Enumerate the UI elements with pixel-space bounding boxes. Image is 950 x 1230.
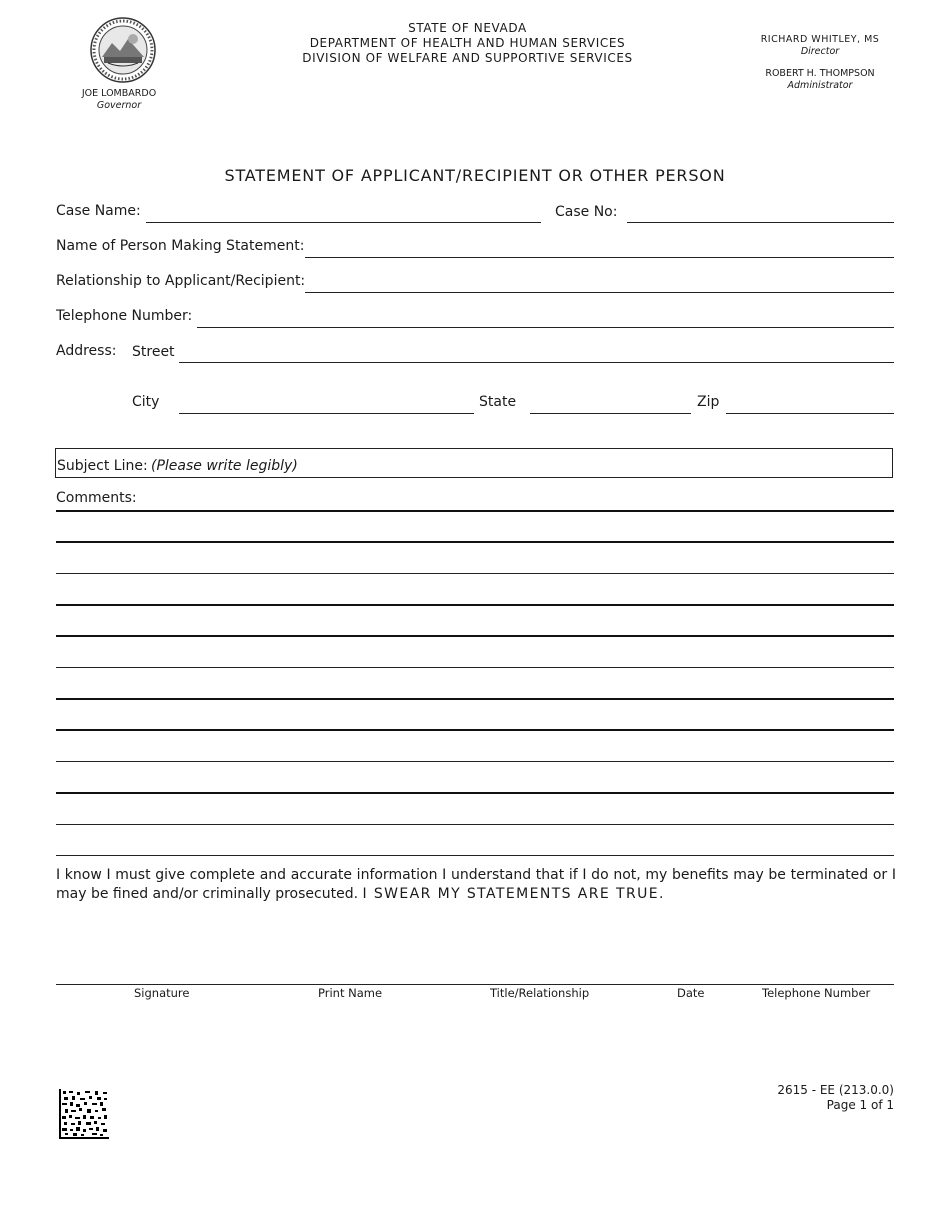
comment-line[interactable] [56,510,894,512]
relationship-input[interactable] [305,273,894,293]
barcode-icon [59,1089,109,1139]
comment-line[interactable] [56,573,894,574]
person-input[interactable] [305,238,894,258]
person-label: Name of Person Making Statement: [56,238,305,254]
subject-label: Subject Line: [57,458,148,474]
street-label: Street [132,344,175,360]
governor-name: JOE LOMBARDO [81,88,157,99]
city-label: City [132,394,160,410]
director-name: RICHARD WHITLEY, MS [760,34,880,45]
comment-line[interactable] [56,698,894,700]
case-name-label: Case Name: [56,203,141,219]
form-number: 2615 - EE (213.0.0) [777,1083,894,1097]
comment-line[interactable] [56,855,894,856]
page-number: Page 1 of 1 [826,1098,894,1112]
comment-line[interactable] [56,729,894,731]
comment-line[interactable] [56,635,894,637]
administrator-title: Administrator [787,80,853,91]
street-input[interactable] [179,343,894,363]
address-label: Address: [56,343,117,359]
seal-icon [90,17,156,83]
comment-line[interactable] [56,667,894,668]
case-name-input[interactable] [146,203,541,223]
subject-line-box[interactable] [55,448,893,478]
attestation-caps: I SWEAR MY STATEMENTS ARE TRUE. [362,886,665,902]
administrator-name: ROBERT H. THOMPSON [765,68,875,79]
date-label: Date [677,986,705,1000]
director-title: Director [800,46,840,57]
state-label: State [479,394,517,410]
state-seal [90,17,156,83]
agency-line-state: STATE OF NEVADA [408,21,527,35]
comments-label: Comments: [56,490,137,506]
print-name-label: Print Name [318,986,383,1000]
comment-line[interactable] [56,792,894,794]
governor-title: Governor [96,100,142,111]
comment-line[interactable] [56,824,894,825]
signature-line[interactable] [56,984,894,985]
attestation-paragraph [56,866,896,904]
agency-line-department: DEPARTMENT OF HEALTH AND HUMAN SERVICES [309,36,626,50]
zip-label: Zip [697,394,720,410]
attestation-text: I know I must give complete and accurate information I understand that if I do not, my benefits may be terminated or I may be fined and/or criminally prosecuted. [56,867,896,902]
comment-line[interactable] [56,604,894,606]
title-relationship-label: Title/Relationship [490,986,590,1000]
form-title: STATEMENT OF APPLICANT/RECIPIENT OR OTHER PERSON [224,166,726,185]
subject-hint: (Please write legibly) [151,458,298,474]
relationship-label: Relationship to Applicant/Recipient: [56,273,306,289]
telephone-label: Telephone Number: [56,308,193,324]
case-no-label: Case No: [555,204,618,220]
zip-input[interactable] [726,394,894,414]
city-input[interactable] [179,394,474,414]
state-input[interactable] [530,394,691,414]
agency-line-division: DIVISION OF WELFARE AND SUPPORTIVE SERVICES [302,51,633,65]
telephone-number-label: Telephone Number [762,986,871,1000]
comment-line[interactable] [56,761,894,762]
barcode [59,1089,109,1139]
telephone-input[interactable] [197,308,894,328]
comment-line[interactable] [56,541,894,543]
case-no-input[interactable] [627,203,894,223]
signature-label: Signature [134,986,190,1000]
